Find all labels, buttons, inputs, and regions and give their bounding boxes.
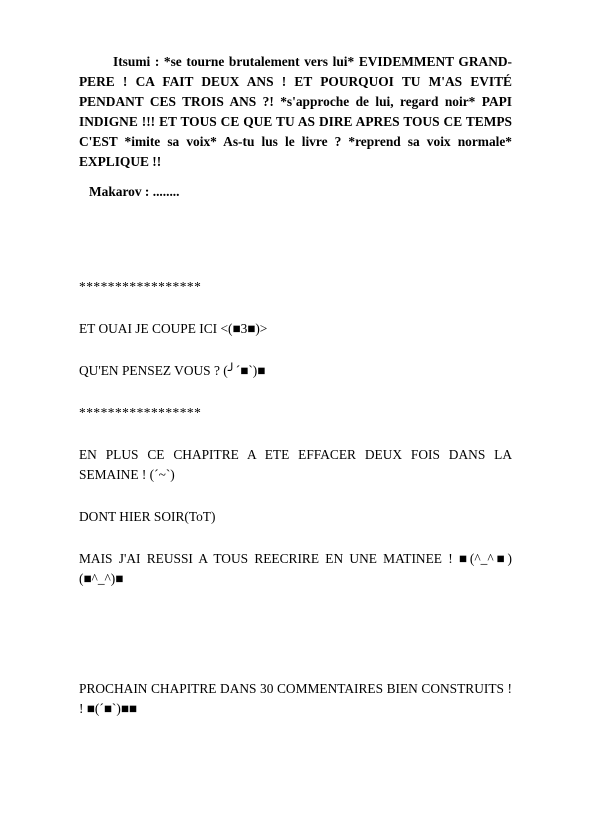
author-note-line-3: EN PLUS CE CHAPITRE A ETE EFFACER DEUX FOIS DANS LA SEMAINE ! (´~`)	[79, 447, 512, 482]
separator-top: *****************	[79, 279, 202, 294]
makarov-reply: Makarov : ........	[89, 184, 180, 199]
author-note-line-5: MAIS J'AI REUSSI A TOUS REECRIRE EN UNE MATINEE ! ■(^_^■)(■^_^)■	[79, 551, 512, 586]
itsumi-dialog-paragraph: Itsumi : *se tourne brutalement vers lui* EVIDEMMENT GRAND-PERE ! CA FAIT DEUX ANS ! ET POURQUOI TU M'AS EVITÉ PENDANT CES TROIS ANS ?! *s'approche de lui, regard noir* PAPI INDIGNE !!! ET TOUS CE QUE TU AS DIRE APRES TOUS CE TEMPS C'EST *imite sa voix* As-tu lus le livre ? *reprend sa voix normale* EXPLIQUE !!	[79, 54, 512, 169]
spacer	[79, 202, 512, 277]
separator-bottom: *****************	[79, 405, 202, 420]
document-page	[79, 52, 512, 719]
author-note-line-6: PROCHAIN CHAPITRE DANS 30 COMMENTAIRES BIEN CONSTRUITS ! ! ■(´■`)■■	[79, 681, 512, 716]
author-note-line-1: ET OUAI JE COUPE ICI <(■3■)>	[79, 321, 268, 336]
author-note-line-4: DONT HIER SOIR(ToT)	[79, 509, 216, 524]
author-note-line-2: QU'EN PENSEZ VOUS ? (╯´■`)■	[79, 363, 266, 378]
